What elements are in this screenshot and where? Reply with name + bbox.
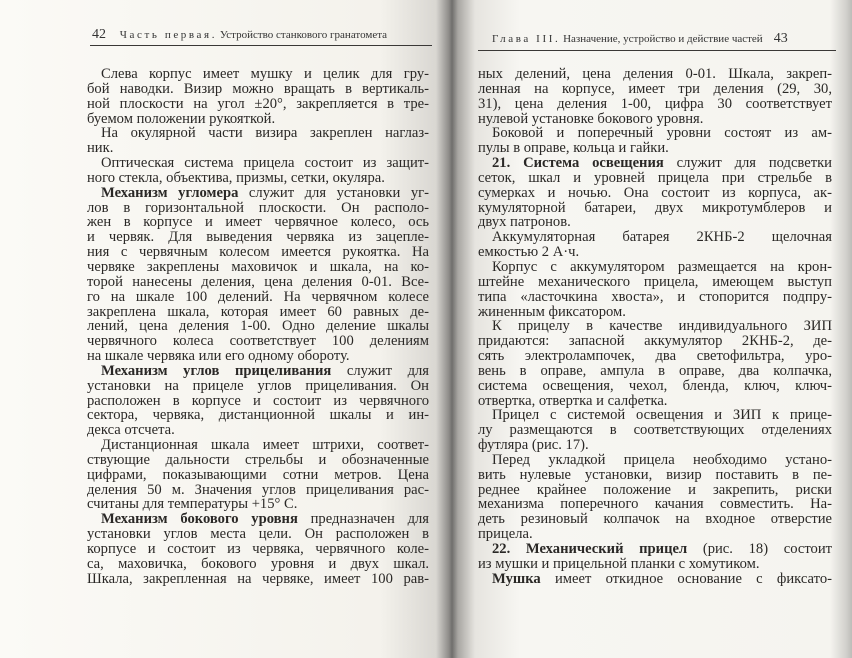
bold-term: Мушка — [492, 570, 541, 587]
page-header — [92, 27, 387, 43]
line-text: сектора, червяка, дистанционной шкалы и ин- — [87, 407, 429, 424]
text-line — [87, 438, 429, 453]
line-text: считаны для температуры +15° С. — [87, 496, 298, 513]
text-line — [87, 394, 429, 409]
line-text: червяке закреплены маховичок и шкала, на ко- — [87, 258, 429, 275]
text-line — [478, 497, 832, 512]
text-line — [478, 408, 832, 423]
line-text: Оптическая система прицела состоит из защит- — [101, 155, 429, 172]
text-line — [478, 364, 832, 379]
text-line — [87, 557, 429, 572]
bold-term: 22. Механический прицел — [492, 541, 688, 557]
body-text — [478, 67, 832, 587]
text-line — [478, 290, 832, 305]
text-line — [478, 245, 832, 260]
text-line — [478, 201, 832, 216]
header-title: Устройство станкового гранатомета — [219, 29, 388, 41]
text-line — [478, 260, 832, 275]
line-text: двух патронов. — [478, 214, 571, 231]
text-line — [478, 453, 832, 468]
text-line — [87, 423, 429, 438]
text-line — [478, 394, 832, 409]
line-text: и червяк. Для выведения червяка из зацепле- — [87, 229, 429, 246]
line-text: нулевой установке бокового уровня. — [478, 110, 704, 127]
page-number: 42 — [92, 27, 106, 42]
line-text: сеток, шкал и уровней прицела при стрельбе в — [478, 169, 832, 186]
text-line — [87, 201, 429, 216]
line-text: Перед укладкой прицела необходимо устано- — [492, 451, 832, 468]
line-text: червячного колеса соответствует 100 делениям — [87, 333, 429, 350]
header-title: Назначение, устройство и действие частей — [563, 33, 763, 45]
line-text: футляра (рис. 17). — [478, 437, 589, 454]
line-text: имеет откидное основание с фиксато- — [540, 570, 832, 587]
bold-term: Механизм угломера — [101, 184, 239, 201]
text-line — [87, 215, 429, 230]
line-text: служит для подсветки — [663, 155, 832, 172]
line-text: на шкале червяка или его одному обороту. — [87, 348, 350, 365]
line-text: пулы в оправе, кольца и гайки. — [478, 140, 669, 157]
text-line — [87, 230, 429, 245]
bold-term: Механизм бокового уровня — [101, 511, 298, 528]
bold-term: Механизм углов прицеливания — [101, 362, 332, 379]
line-text: лов в горизонтальной плоскости. Он располо- — [87, 199, 429, 216]
text-line — [87, 408, 429, 423]
text-line — [87, 572, 429, 587]
text-line — [478, 483, 832, 498]
text-line — [478, 468, 832, 483]
line-text: Дистанционная шкала имеет штрихи, соответ- — [101, 437, 429, 454]
text-line — [87, 156, 429, 171]
page-header — [492, 31, 788, 47]
text-line — [87, 260, 429, 275]
line-text: служит для установки уг- — [238, 184, 430, 201]
line-text: буемом положении рукояткой. — [87, 110, 276, 127]
text-line — [478, 126, 832, 141]
line-text: декса отсчета. — [87, 422, 175, 439]
line-text: деления 50 м. Значения углов прицеливания рас- — [87, 481, 429, 498]
text-line — [478, 112, 832, 127]
line-text: система освещения, чехол, бленда, ключ, ключ- — [478, 377, 832, 394]
line-text: расположен в корпусе и состоит из червячного — [87, 392, 429, 409]
text-line — [87, 527, 429, 542]
text-line — [87, 97, 429, 112]
header-rule — [478, 50, 836, 51]
header-rule — [90, 45, 432, 46]
text-line — [478, 275, 832, 290]
line-text: штейне механического прицела, имеющем выступ — [478, 273, 832, 290]
line-text: жиненным фиксатором. — [478, 303, 626, 320]
line-text: прицела. — [478, 526, 533, 543]
line-text: Шкала, закрепленная на червяке, имеет 100 рав- — [87, 570, 429, 587]
text-line — [478, 572, 832, 587]
text-line — [87, 364, 429, 379]
line-text: корпусе и состоит из червяка, червячного коле- — [87, 541, 429, 557]
header-part: Часть первая. — [119, 29, 218, 41]
line-text: лений, цена деления 1-00. Одно деление шкалы — [87, 318, 429, 335]
text-line — [478, 230, 832, 245]
line-text: ник. — [87, 140, 114, 157]
line-text: жен в корпусе и имеет червячное колесо, ось — [87, 214, 429, 231]
line-text: деть резиновый колпачок на входное отверстие — [478, 511, 832, 528]
line-text: (рис. 18) состоит — [687, 541, 833, 557]
text-line — [87, 290, 429, 305]
line-text: ствующие дальности стрельбы и обозначенные — [87, 451, 429, 468]
text-line — [478, 423, 832, 438]
page-number: 43 — [773, 31, 788, 46]
text-line — [478, 186, 832, 201]
text-line — [87, 349, 429, 364]
text-line — [478, 349, 832, 364]
body-text — [87, 67, 429, 587]
line-text: ния с червячным колесом имеется рукоятка. На — [87, 244, 429, 261]
line-text: ного стекла, объектива, призмы, сетки, окуляра. — [87, 169, 385, 186]
line-text: бой наводки. Визир можно вращать в вертикаль- — [87, 80, 429, 97]
text-line — [87, 305, 429, 320]
line-text: На окулярной части визира закреплен наглаз- — [101, 125, 429, 142]
line-text: го на шкале 100 делений. На червячном колесе — [87, 288, 429, 305]
line-text: типа «ласточкина хвоста», и стопорится подпру- — [478, 288, 832, 305]
line-text: 31), цена деления 1-00, цифра 30 соответствует — [478, 95, 832, 112]
text-line — [87, 379, 429, 394]
text-line — [87, 512, 429, 527]
line-text: сумерках и ночью. Она состоит из корпуса, ак- — [478, 184, 832, 201]
text-line — [478, 97, 832, 112]
line-text: ных делений, цена деления 0-01. Шкала, закреп- — [478, 66, 832, 82]
line-text: Прицел с системой освещения и ЗИП к прице- — [492, 407, 832, 424]
line-text: вить нулевые установки, визир поставить в пе- — [478, 466, 832, 483]
text-line — [87, 468, 429, 483]
text-line — [87, 112, 429, 127]
line-text: механизма поперечного качания совместить. На- — [478, 496, 832, 513]
line-text: предназначен для — [297, 511, 429, 528]
text-line — [478, 438, 832, 453]
text-line — [87, 275, 429, 290]
text-line — [478, 512, 832, 527]
line-text: торой нанесены деления, цена деления 0-01. Все- — [87, 273, 429, 290]
text-line — [87, 483, 429, 498]
text-line — [87, 334, 429, 349]
line-text: сять электролампочек, два светофильтра, уро- — [478, 348, 832, 365]
line-text: кумуляторной батареи, двух микротумблеров и — [478, 199, 832, 216]
text-line — [87, 497, 429, 512]
line-text: Слева корпус имеет мушку и целик для гру- — [101, 66, 429, 82]
text-line — [87, 141, 429, 156]
text-line — [478, 334, 832, 349]
line-text: Корпус с аккумулятором размещается на крон- — [492, 258, 832, 275]
bold-term: 21. Система освещения — [492, 155, 664, 172]
line-text: емкостью 2 А·ч. — [478, 244, 580, 261]
line-text: лу размещаются в соответствующих отделениях — [478, 422, 832, 439]
text-line — [478, 305, 832, 320]
line-text: отвертка, отвертка и салфетка. — [478, 392, 668, 409]
text-line — [87, 126, 429, 141]
line-text: придаются: запасной аккумулятор 2КНБ-2, де- — [478, 333, 832, 350]
text-line — [87, 186, 429, 201]
line-text: закреплена шкала, которая имеет 60 равных де- — [87, 303, 429, 320]
text-line — [87, 319, 429, 334]
text-line — [87, 67, 429, 82]
line-text: реднее крайнее положение и закрепить, риски — [478, 481, 832, 498]
text-line — [478, 156, 832, 171]
line-text: Аккумуляторная батарея 2КНБ-2 щелочная — [492, 229, 832, 246]
line-text: К прицелу в качестве индивидуального ЗИП — [492, 318, 832, 335]
text-line — [478, 557, 832, 572]
line-text: ной плоскости на угол ±20°, закрепляется в тре- — [87, 95, 429, 112]
line-text: из мушки и прицельной планки с хомутиком. — [478, 555, 760, 572]
text-line — [478, 319, 832, 334]
line-text: установки на прицеле углов прицеливания. Он — [87, 377, 429, 394]
text-line — [87, 542, 429, 557]
text-line — [87, 245, 429, 260]
line-text: Боковой и поперечный уровни состоят из ам- — [492, 125, 832, 142]
text-line — [87, 453, 429, 468]
header-part: Глава III. — [492, 33, 561, 45]
line-text: установки углов места цели. Он расположен в — [87, 526, 429, 543]
line-text: служит для — [331, 362, 430, 379]
text-line — [478, 171, 832, 186]
text-line — [87, 82, 429, 97]
text-line — [478, 527, 832, 542]
text-line — [87, 171, 429, 186]
text-line — [478, 379, 832, 394]
text-line — [478, 67, 832, 82]
text-line — [478, 141, 832, 156]
text-line — [478, 542, 832, 557]
text-line — [478, 215, 832, 230]
line-text: са, маховичка, бокового уровня и двух шкал. — [87, 555, 429, 572]
text-line — [478, 82, 832, 97]
line-text: цифрами, показывающими сотни метров. Цена — [87, 466, 429, 483]
line-text: ленная на корпусе, имеет три деления (29, 30, — [478, 80, 832, 97]
line-text: вень в оправе, ампула в оправе, два колпачка, — [478, 362, 832, 379]
